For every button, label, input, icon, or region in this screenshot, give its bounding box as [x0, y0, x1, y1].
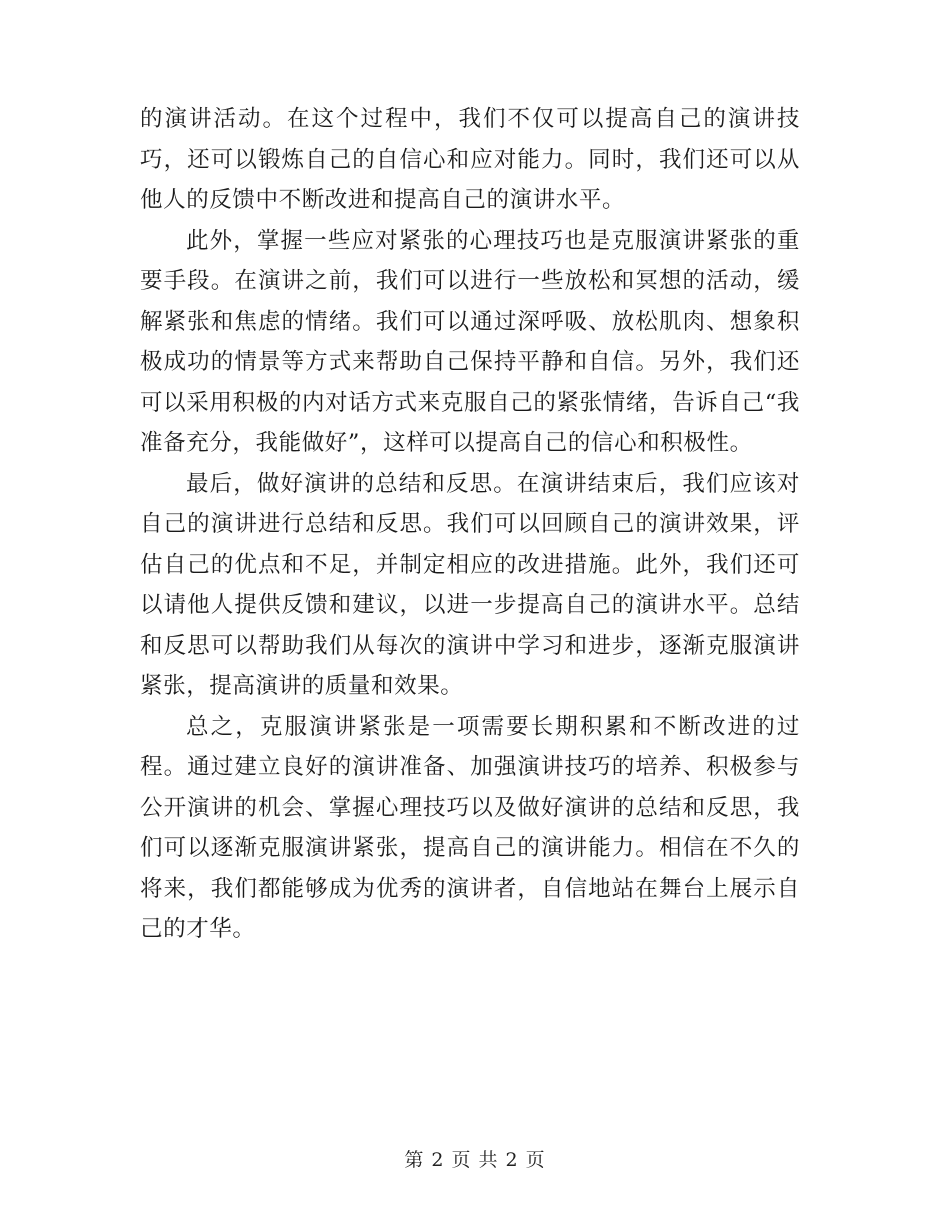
page-number-footer: 第 2 页 共 2 页 — [404, 1149, 546, 1171]
paragraph-psychological-techniques: 此外，掌握一些应对紧张的心理技巧也是克服演讲紧张的重要手段。在演讲之前，我们可以进行一些放松和冥想的活动，缓解紧张和焦虑的情绪。我们可以通过深呼吸、放松肌肉、想象积极成功的情景等方式来帮助自己保持平静和自信。另外，我们还可以采用积极的内对话方式来克服自己的紧张情绪，告诉自己“我准备充分，我能做好”，这样可以提高自己的信心和积极性。 — [140, 227, 800, 456]
body-text — [140, 99, 800, 950]
paragraph-conclusion: 总之，克服演讲紧张是一项需要长期积累和不断改进的过程。通过建立良好的演讲准备、加强演讲技巧的培养、积极参与公开演讲的机会、掌握心理技巧以及做好演讲的总结和反思，我们可以逐渐克服演讲紧张，提高自己的演讲能力。相信在不久的将来，我们都能够成为优秀的演讲者，自信地站在舞台上展示自己的才华。 — [140, 713, 800, 942]
paragraph-summary-reflection: 最后，做好演讲的总结和反思。在演讲结束后，我们应该对自己的演讲进行总结和反思。我们可以回顾自己的演讲效果，评估自己的优点和不足，并制定相应的改进措施。此外，我们还可以请他人提供反馈和建议，以进一步提高自己的演讲水平。总结和反思可以帮助我们从每次的演讲中学习和进步，逐渐克服演讲紧张，提高演讲的质量和效果。 — [140, 470, 800, 699]
paragraph-continuation: 的演讲活动。在这个过程中，我们不仅可以提高自己的演讲技巧，还可以锻炼自己的自信心和应对能力。同时，我们还可以从他人的反馈中不断改进和提高自己的演讲水平。 — [140, 106, 800, 213]
